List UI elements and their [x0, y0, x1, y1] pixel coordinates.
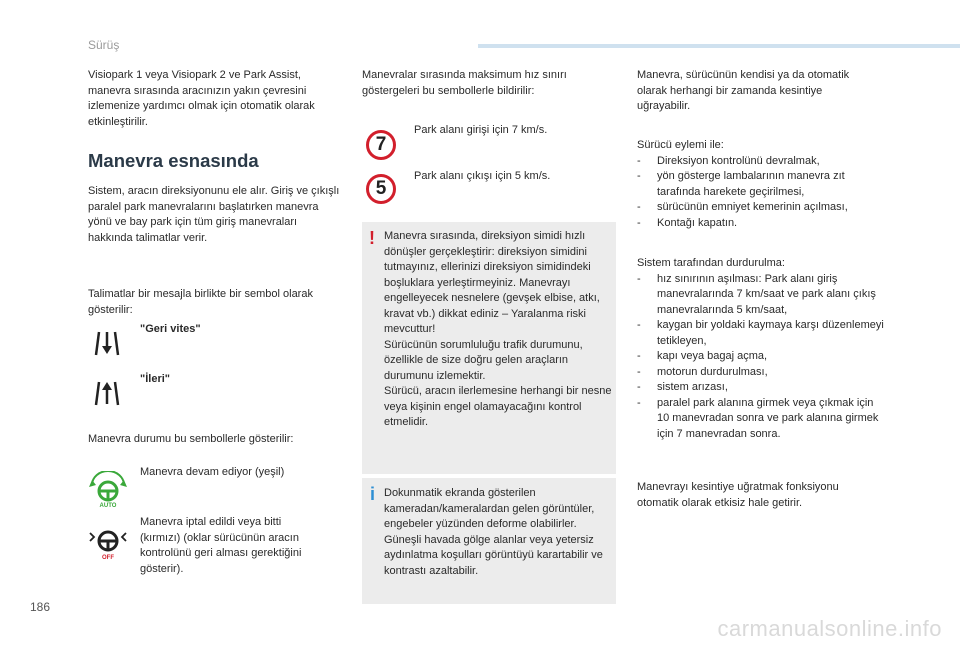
sign5-text: Park alanı çıkışı için 5 km/s. — [414, 170, 551, 182]
reverse-gear-icon — [90, 328, 124, 358]
info-text: Dokunmatik ekranda gösterilen kameradan/kameralardan gelen görüntüler, engebeler yüzünden deforme olabilirler. Güneşli havada gölge alanlar veya yetersiz aydınlatma koşulları görüntüyü karartabilir ve kontrastı azaltabilir. — [384, 487, 603, 577]
list-item: - motorun durdurulması, — [637, 365, 768, 378]
watermark: carmanualsonline.info — [717, 616, 942, 641]
speed-limit-5-icon: 5 — [366, 174, 396, 204]
list-item: - sistem arızası, — [637, 381, 728, 393]
warning-icon: ! — [369, 228, 375, 248]
list-item: - kaygan bir yoldaki kaymaya karşı düzenlemeyi tetikleyen, — [637, 319, 884, 347]
list-item: - kapı veya bagaj açma, — [637, 350, 768, 362]
col3-p1: Manevra, sürücünün kendisi ya da otomatik olarak herhangi bir zamanda kesintiye uğrayabilir. — [637, 69, 850, 112]
sign7-text: Park alanı girişi için 7 km/s. — [414, 124, 548, 136]
driver-list: Sürücü eylemi ile: - Direksiyon kontrolünü devralmak, - yön gösterge lambalarının manevra zıt tarafında harekete geçirilmesi, - sürücünün emniyet kemerinin açılması, - Kontağı kapatın. — [637, 138, 887, 231]
col1-p1: Sistem, aracın direksiyonunu ele alır. Giriş ve çıkışlı paralel park manevralarını başlatırken manevra yönü ve bay park için tüm giriş manevraları hakkında talimatlar verir. — [88, 185, 340, 244]
list-item: - yön gösterge lambalarının manevra zıt tarafında harekete geçirilmesi, — [637, 170, 845, 198]
col1-intro: Visiopark 1 veya Visiopark 2 ve Park Assist, manevra sırasında aracınızın yakın çevresini izlemenize yardımcı olmak için otomatik olarak etkinleştirilir. — [88, 69, 315, 128]
in-progress-text: Manevra devam ediyor (yeşil) — [140, 466, 285, 478]
off-text: OFF — [102, 555, 114, 561]
col2-intro: Manevralar sırasında maksimum hız sınırı göstergeleri bu sembollerle bildirilir: — [362, 69, 567, 97]
auto-text: AUTO — [99, 503, 117, 509]
forward-gear-icon — [90, 378, 124, 408]
col1-p2: Talimatlar bir mesajla birlikte bir sembol olarak gösterilir: — [88, 288, 313, 316]
info-icon: i — [370, 484, 376, 504]
section-heading: Manevra esnasında — [88, 150, 259, 171]
header-bar — [478, 44, 960, 48]
warning-text: Manevra sırasında, direksiyon simidi hızlı dönüşler gerçekleştirir: direksiyon simidini tutmayınız, ellerinizi direksiyon simidindeki boşluklara yerleştirmeyiniz. Manevrayı engelleyecek nesnelere (gevşek elbise, atkı, kravat vb.) dikkat ediniz – Yaralanma riski mevcuttur! Sürücünün sorumluluğu trafik durumunu, özellikle de size doğru gelen araçların durumunu izlemektir. Sürücü, aracın ilerlemesine herhangi bir nesne veya kişinin engel olamayacağını kontrol etmelidir. — [384, 230, 612, 428]
page-number: 186 — [30, 600, 51, 614]
forward-label: "İleri" — [140, 373, 170, 385]
header-section-title: Sürüş — [88, 38, 120, 52]
cancelled-text: Manevra iptal edildi veya bitti (kırmızı) (oklar sürücünün aracın kontrolünü geri alması gerektiğini gösterir). — [140, 516, 302, 575]
steering-auto-icon — [86, 470, 130, 510]
col1-p3: Manevra durumu bu sembollerle gösterilir: — [88, 433, 294, 445]
col3-end: Manevrayı kesintiye uğratmak fonksiyonu otomatik olarak etkisiz hale getirir. — [637, 481, 839, 509]
list-item: - Direksiyon kontrolünü devralmak, — [637, 154, 820, 167]
list-item: - hız sınırının aşılması: Park alanı giriş manevralarında 7 km/saat ve park alanı çıkış manevralarında 5 km/saat, — [637, 272, 876, 316]
list-item: - Kontağı kapatın. — [637, 216, 738, 229]
list-item: - paralel park alanına girmek veya çıkmak için 10 manevradan sonra ve park alanına girmek için 7 manevradan sonra. — [637, 396, 879, 440]
steering-off-icon — [86, 522, 130, 562]
list-item: - sürücünün emniyet kemerinin açılması, — [637, 201, 848, 213]
system-list: Sistem tarafından durdurulma: - hız sınırının aşılması: Park alanı giriş manevralarında 7 km/saat ve park alanı çıkış manevralarında 5 km/saat, - kaygan bir yoldaki kaymaya karşı düzenlemeyi tetikleyen, - kapı veya bagaj açma, - motorun durdurulması, - sistem arızası, - paralel park alanına girmek veya çıkmak için 10 manevradan sonra ve park alanına girmek için 7 manevradan sonra. — [637, 256, 887, 442]
reverse-label: "Geri vites" — [140, 323, 201, 335]
speed-limit-7-icon: 7 — [366, 130, 396, 160]
